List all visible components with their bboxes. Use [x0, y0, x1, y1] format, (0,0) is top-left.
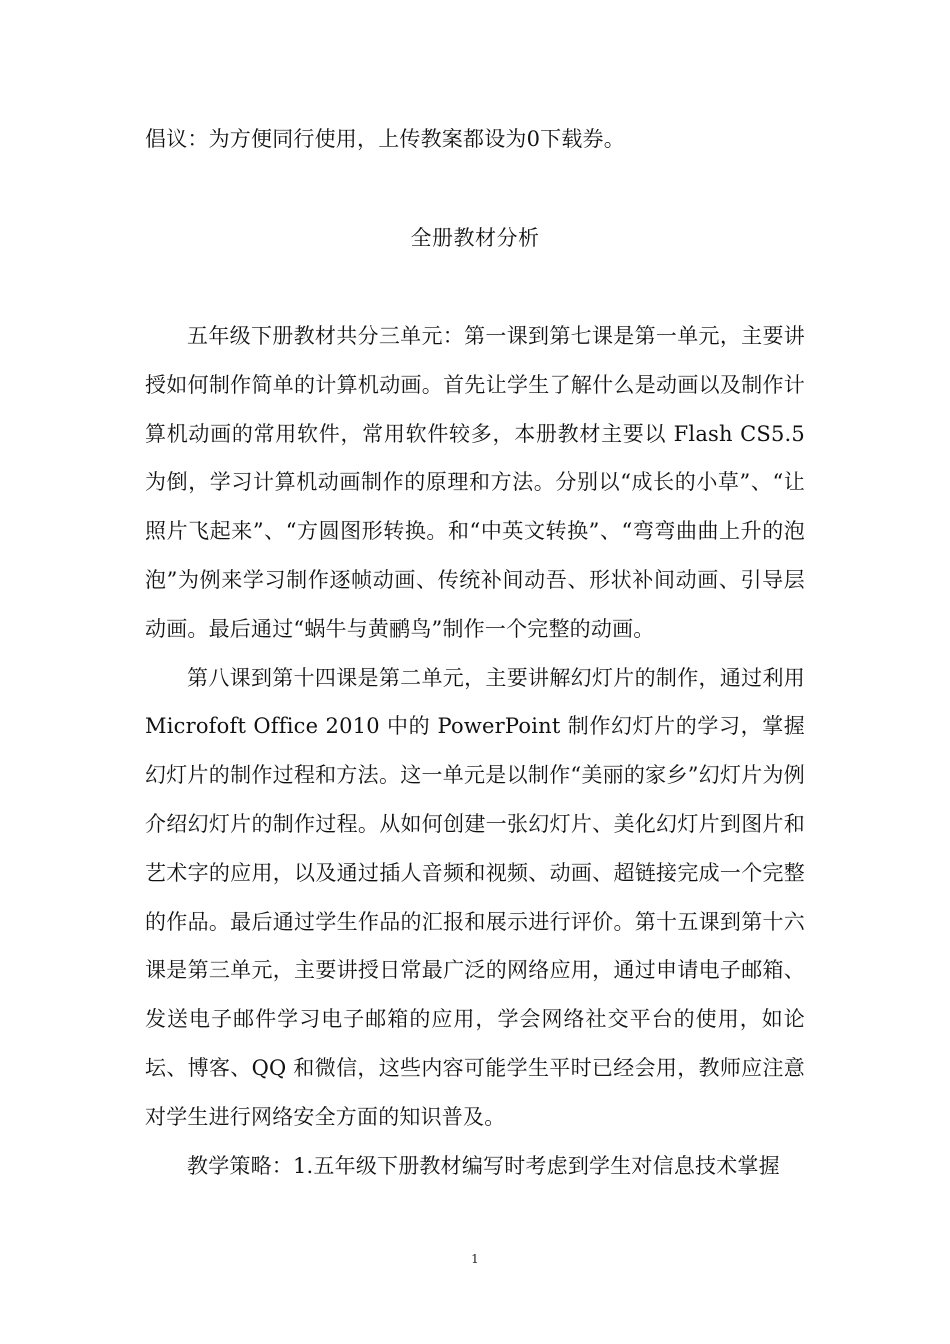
- page-number: 1: [471, 1252, 479, 1266]
- paragraph-teaching-strategy: 教学策略：1.五年级下册教材编写时考虑到学生对信息技术掌握: [187, 1153, 780, 1178]
- paragraph-unit-two-three: 第八课到第十四课是第二单元，主要讲解幻灯片的制作，通过利用 Microfoft Office 2010 中的 PowerPoint 制作幻灯片的学习，掌握幻灯片的制作过程和方法。这一单元是以制作“美丽的家乡”幻灯片为例介绍幻灯片的制作过程。从如何创建一张幻灯片、美化幻灯片到图片和艺术字的应用，以及通过插人音频和视频、动画、超链接完成一个完整的作品。最后通过学生作品的汇报和展示进行评价。第十五课到第十六课是第三单元，主要讲授日常最广泛的网络应用，通过申请电子邮箱、发送电子邮件学习电子邮箱的应用，学会网络社交平台的使用，如论坛、博客、QQ 和微信，这些内容可能学生平时已经会用，教师应注意对学生进行网络安全方面的知识普及。: [145, 665, 805, 1129]
- page-title: 全册教材分析: [410, 226, 540, 250]
- paragraph-unit-one: 五年级下册教材共分三单元：第一课到第七课是第一单元，主要讲授如何制作简单的计算机动画。首先让学生了解什么是动画以及制作计算机动画的常用软件，常用软件较多，本册教材主要以 Flash CS5.5 为倒，学习计算机动画制作的原理和方法。分别以“成长的小草”、“让照片飞起来”、“方圆图形转换。和“中英文转换”、“弯弯曲曲上升的泡泡”为例来学习制作逐帧动画、传统补间动吾、形状补间动画、引导层动画。最后通过“蜗牛与黄鹂鸟”制作一个完整的动画。: [145, 324, 805, 641]
- notice-text: 倡议：为方便同行使用，上传教案都设为0下载券。: [145, 127, 625, 151]
- body-text: [145, 312, 805, 1190]
